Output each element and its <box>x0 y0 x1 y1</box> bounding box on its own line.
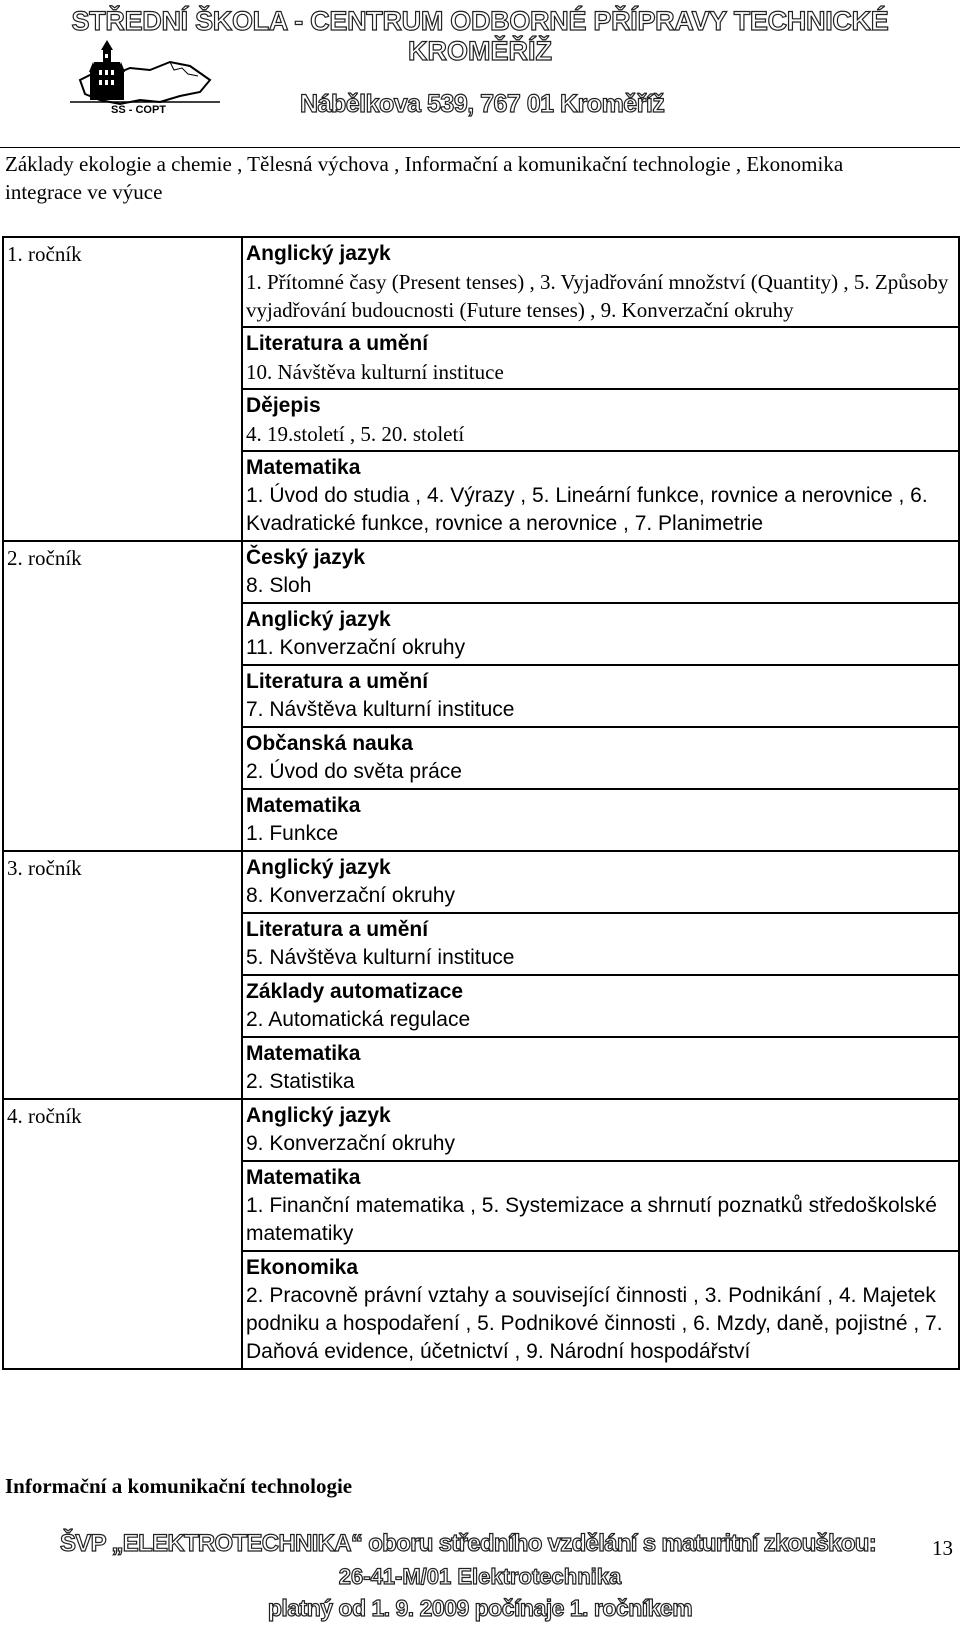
subject-content: 2. Automatická regulace <box>246 1008 471 1031</box>
subject-content: 2. Pracovně právní vztahy a související činnosti , 3. Podnikání , 4. Majetek podniku a hospodaření , 5. Podnikové činnosti , 6. Mzdy, daně, pojistné , 7. Daňová evidence, účetnictví , 9. Národní hospodářství <box>246 1284 943 1363</box>
table-row <box>3 237 959 327</box>
subject-content: 8. Konverzační okruhy <box>246 884 455 907</box>
school-address: Nábělkova 539, 767 01 Kroměříž <box>300 90 665 118</box>
subject-cell <box>242 975 959 1037</box>
subject-cell <box>242 451 959 541</box>
subject-name: Dějepis <box>246 394 321 417</box>
subject-name: Anglický jazyk <box>246 242 391 265</box>
subject-content: 4. 19.století , 5. 20. století <box>246 422 465 446</box>
intro-text <box>5 150 905 206</box>
subject-name: Matematika <box>246 1166 361 1189</box>
integration-table <box>2 236 960 1370</box>
subject-cell <box>242 1251 959 1369</box>
subject-cell <box>242 727 959 789</box>
subject-cell <box>242 1161 959 1251</box>
subject-name: Občanská nauka <box>246 732 413 755</box>
subject-content: 1. Funkce <box>246 822 339 845</box>
subject-content: 1. Finanční matematika , 5. Systemizace a shrnutí poznatků středoškolské matematiky <box>246 1194 937 1245</box>
subject-name: Matematika <box>246 456 361 479</box>
subject-name: Literatura a umění <box>246 918 429 941</box>
subject-cell <box>242 541 959 603</box>
year-label: 3. ročník <box>3 851 242 1099</box>
subject-cell <box>242 237 959 327</box>
subject-cell <box>242 389 959 451</box>
subject-cell <box>242 1099 959 1161</box>
section-heading: Informační a komunikační technologie <box>5 1474 353 1498</box>
subject-content: 5. Návštěva kulturní instituce <box>246 946 515 969</box>
subject-name: Anglický jazyk <box>246 608 391 631</box>
subject-content: 2. Statistika <box>246 1070 355 1093</box>
subject-name: Základy automatizace <box>246 980 464 1003</box>
subject-content: 11. Konverzační okruhy <box>246 636 466 659</box>
year-label: 1. ročník <box>3 237 242 541</box>
subject-name: Matematika <box>246 1042 361 1065</box>
subject-cell <box>242 913 959 975</box>
school-name-line1: STŘEDNÍ ŠKOLA - CENTRUM ODBORNÉ PŘÍPRAVY TECHNICKÉ <box>71 6 889 36</box>
subject-content: 1. Přítomné časy (Present tenses) , 3. Vyjadřování množství (Quantity) , 5. Způsoby vyjadřování budoucnosti (Future tenses) , 9. Konverzační okruhy <box>246 270 949 322</box>
subject-content: 2. Úvod do světa práce <box>246 760 462 783</box>
page-header <box>0 0 960 148</box>
table-row <box>3 851 959 913</box>
subject-name: Anglický jazyk <box>246 1104 391 1127</box>
intro-subjects: Základy ekologie a chemie , Tělesná výchova , Informační a komunikační technologie , Ekonomika <box>5 152 844 176</box>
footer-program: ŠVP „ELEKTROTECHNIKA“ oboru středního vzdělání s maturitní zkouškou: <box>60 1530 877 1557</box>
subject-cell <box>242 851 959 913</box>
subject-name: Literatura a umění <box>246 670 429 693</box>
table-row <box>3 541 959 603</box>
subject-cell <box>242 665 959 727</box>
school-name-line2: KROMĚŘÍŽ <box>408 36 552 66</box>
header-rule <box>0 147 960 148</box>
subject-name: Literatura a umění <box>246 332 429 355</box>
subject-name: Matematika <box>246 794 361 817</box>
page-number: 13 <box>932 1536 953 1560</box>
logo-label: SŠ - COPT <box>111 104 167 116</box>
subject-name: Ekonomika <box>246 1256 359 1279</box>
subject-content: 9. Konverzační okruhy <box>246 1132 455 1155</box>
subject-cell <box>242 1037 959 1099</box>
page-footer <box>0 1530 960 1626</box>
subject-name: Český jazyk <box>246 546 366 569</box>
year-label: 2. ročník <box>3 541 242 851</box>
subject-cell <box>242 327 959 389</box>
subject-content: 10. Návštěva kulturní instituce <box>246 360 504 384</box>
subject-cell <box>242 603 959 665</box>
footer-validity: platný od 1. 9. 2009 počínaje 1. ročníkem <box>267 1595 693 1621</box>
year-label: 4. ročník <box>3 1099 242 1369</box>
subject-content: 7. Návštěva kulturní instituce <box>246 698 515 721</box>
subject-cell <box>242 789 959 851</box>
table-row <box>3 1099 959 1161</box>
subject-name: Anglický jazyk <box>246 856 391 879</box>
subject-content: 8. Sloh <box>246 574 312 597</box>
footer-field-code: 26-41-M/01 Elektrotechnika <box>338 1564 622 1589</box>
intro-integration: integrace ve výuce <box>5 180 163 204</box>
subject-content: 1. Úvod do studia , 4. Výrazy , 5. Lineární funkce, rovnice a nerovnice , 6. Kvadratické funkce, rovnice a nerovnice , 7. Planimetrie <box>246 484 928 535</box>
